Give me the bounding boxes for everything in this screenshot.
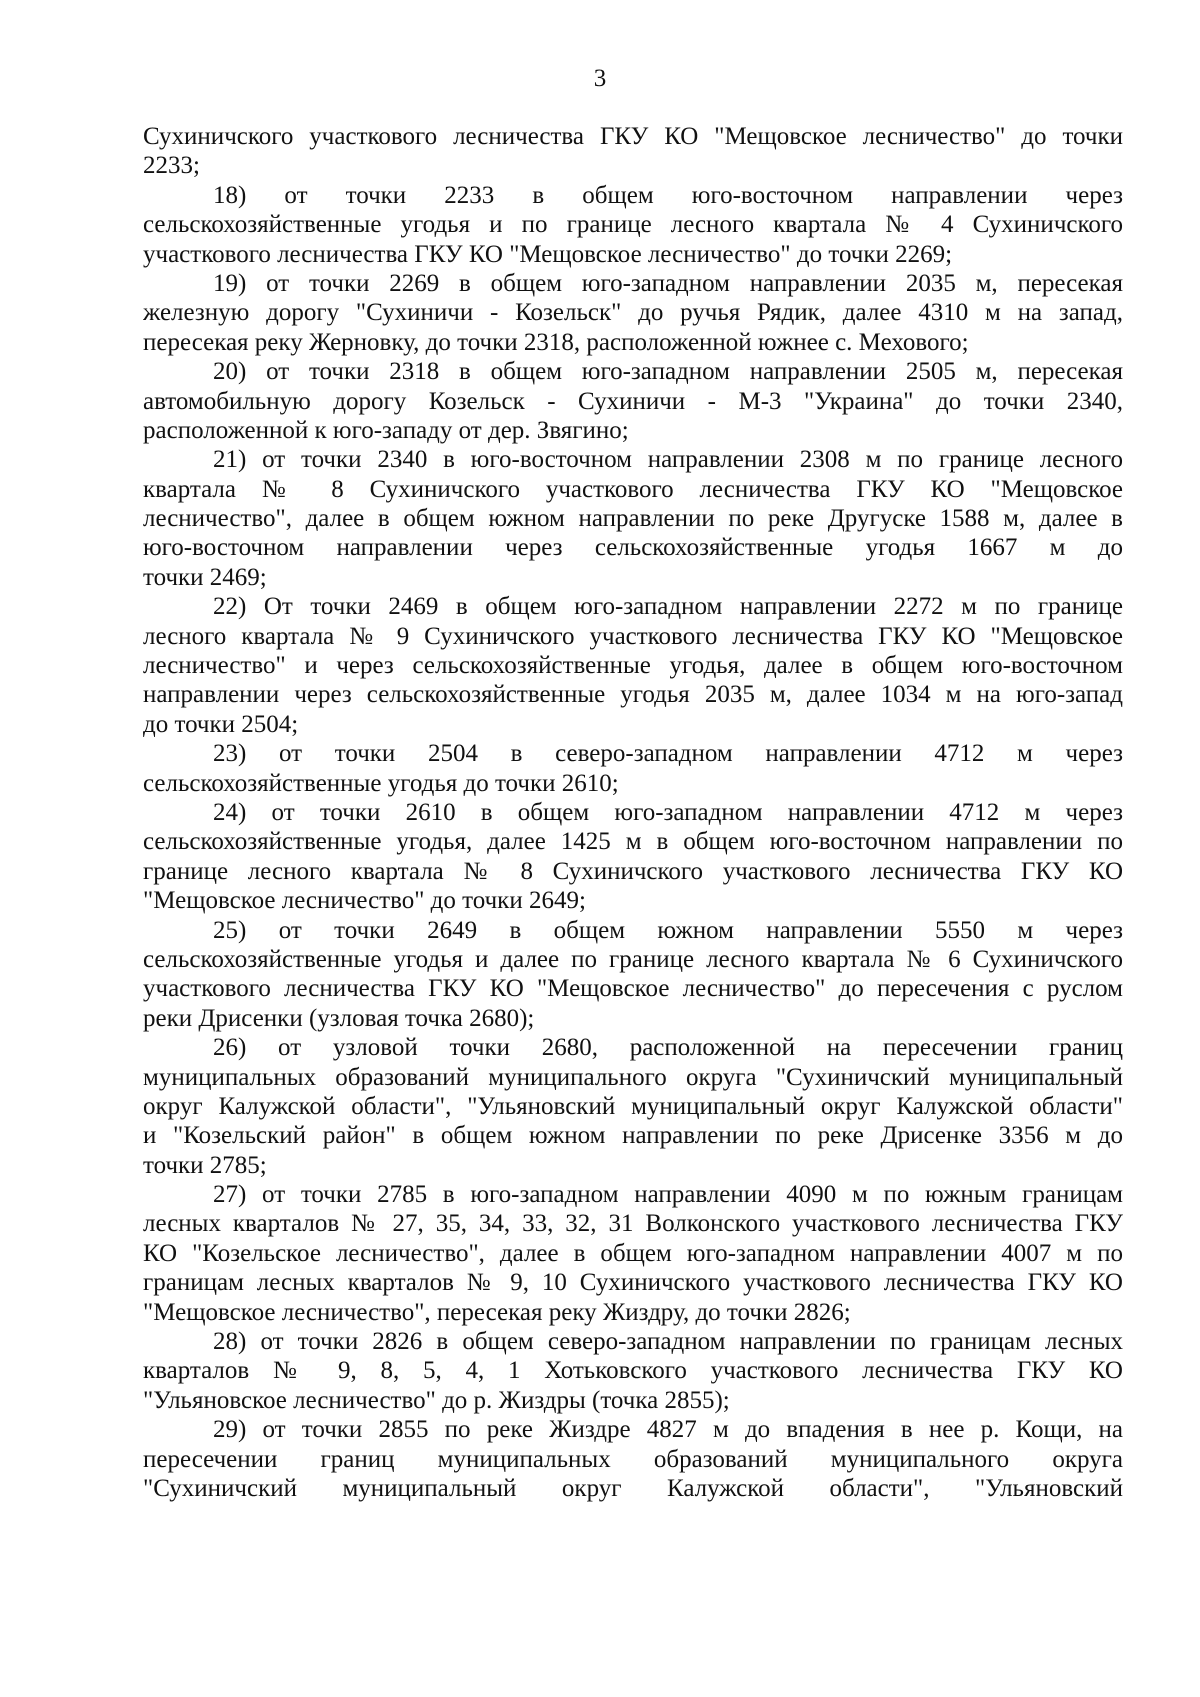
- text-line: до точки 2504;: [143, 710, 299, 738]
- text-line: 27) от точки 2785 в юго-западном направлении 4090 м по южным границам: [213, 1181, 1123, 1209]
- text-line: 22) От точки 2469 в общем юго-западном направлении 2272 м по границе: [213, 593, 1123, 621]
- text-line: 19) от точки 2269 в общем юго-западном направлении 2035 м, пересекая: [213, 269, 1123, 297]
- text-line: сельскохозяйственные угодья и по границе лесного квартала № 4 Сухиничского: [143, 211, 1123, 239]
- paragraph-item-25: [143, 916, 1123, 1034]
- paragraph: [143, 122, 1123, 181]
- text-line: расположенной к юго-западу от дер. Звягино;: [143, 416, 629, 444]
- text-line: "Мещовское лесничество" до точки 2649;: [143, 887, 586, 915]
- text-line: пересечении границ муниципальных образований муниципального округа: [143, 1445, 1123, 1473]
- page-number: 3: [593, 65, 607, 92]
- text-line: участкового лесничества ГКУ КО "Мещовское лесничество" до точки 2269;: [143, 240, 953, 268]
- text-line: лесничество" и через сельскохозяйственные угодья, далее в общем юго-восточном: [143, 652, 1123, 680]
- text-line: лесного квартала № 9 Сухиничского участкового лесничества ГКУ КО "Мещовское: [143, 622, 1123, 650]
- text-line: Сухиничского участкового лесничества ГКУ КО "Мещовское лесничество" до точки: [143, 123, 1123, 150]
- text-line: точки 2785;: [143, 1151, 267, 1179]
- text-line: "Сухиничский муниципальный округ Калужской области", "Ульяновский: [143, 1474, 1123, 1502]
- text-line: 25) от точки 2649 в общем южном направлении 5550 м через: [213, 916, 1123, 944]
- paragraph-item-22: [143, 592, 1123, 739]
- text-line: реки Дрисенки (узловая точка 2680);: [143, 1004, 535, 1032]
- text-line: лесных кварталов № 27, 35, 34, 33, 32, 31 Волконского участкового лесничества ГКУ: [143, 1210, 1123, 1238]
- text-line: округ Калужской области", "Ульяновский муниципальный округ Калужской области": [143, 1092, 1123, 1120]
- text-line: 29) от точки 2855 по реке Жиздре 4827 м до впадения в нее р. Кощи, на: [213, 1416, 1123, 1444]
- paragraph-item-21: [143, 445, 1123, 592]
- text-line: точки 2469;: [143, 563, 267, 591]
- paragraph-item-29: [143, 1415, 1123, 1503]
- text-line: 2233;: [143, 152, 200, 180]
- paragraph-item-20: [143, 357, 1123, 445]
- text-line: сельскохозяйственные угодья, далее 1425 м в общем юго-восточном направлении по: [143, 828, 1123, 856]
- paragraph-item-23: [143, 739, 1123, 798]
- text-line: 23) от точки 2504 в северо-западном направлении 4712 м через: [213, 740, 1123, 768]
- document-body: [143, 122, 1123, 1503]
- text-line: 28) от точки 2826 в общем северо-западном направлении по границам лесных: [213, 1328, 1123, 1356]
- text-line: сельскохозяйственные угодья и далее по границе лесного квартала № 6 Сухиничского: [143, 945, 1123, 973]
- paragraph-item-24: [143, 798, 1123, 916]
- text-line: кварталов № 9, 8, 5, 4, 1 Хотьковского участкового лесничества ГКУ КО: [143, 1357, 1123, 1385]
- paragraph-item-18: [143, 181, 1123, 269]
- text-line: муниципальных образований муниципального округа "Сухиничский муниципальный: [143, 1063, 1123, 1091]
- text-line: участкового лесничества ГКУ КО "Мещовское лесничество" до пересечения с руслом: [143, 975, 1123, 1003]
- text-line: сельскохозяйственные угодья до точки 2610;: [143, 769, 619, 797]
- text-line: направлении через сельскохозяйственные угодья 2035 м, далее 1034 м на юго-запад: [143, 681, 1123, 709]
- paragraph-item-28: [143, 1327, 1123, 1415]
- text-line: юго-восточном направлении через сельскохозяйственные угодья 1667 м до: [143, 534, 1123, 562]
- text-line: железную дорогу "Сухиничи - Козельск" до ручья Рядик, далее 4310 м на запад,: [143, 299, 1123, 327]
- text-line: 20) от точки 2318 в общем юго-западном направлении 2505 м, пересекая: [213, 358, 1123, 386]
- text-line: лесничество", далее в общем южном направлении по реке Другуске 1588 м, далее в: [143, 505, 1123, 533]
- text-line: 21) от точки 2340 в юго-восточном направлении 2308 м по границе лесного: [213, 446, 1123, 474]
- text-line: автомобильную дорогу Козельск - Сухиничи - М-3 "Украина" до точки 2340,: [143, 387, 1123, 415]
- text-line: КО "Козельское лесничество", далее в общем юго-западном направлении 4007 м по: [143, 1239, 1123, 1267]
- text-line: границе лесного квартала № 8 Сухиничского участкового лесничества ГКУ КО: [143, 857, 1123, 885]
- text-line: пересекая реку Жерновку, до точки 2318, расположенной южнее с. Мехового;: [143, 328, 969, 356]
- text-line: и "Козельский район" в общем южном направлении по реке Дрисенке 3356 м до: [143, 1122, 1123, 1150]
- text-line: 18) от точки 2233 в общем юго-восточном направлении через: [213, 181, 1123, 209]
- text-line: "Ульяновское лесничество" до р. Жиздры (точка 2855);: [143, 1386, 730, 1414]
- text-line: "Мещовское лесничество", пересекая реку Жиздру, до точки 2826;: [143, 1298, 851, 1326]
- paragraph-item-19: [143, 269, 1123, 357]
- text-line: границам лесных кварталов № 9, 10 Сухиничского участкового лесничества ГКУ КО: [143, 1269, 1123, 1297]
- paragraph-item-27: [143, 1180, 1123, 1327]
- text-line: квартала № 8 Сухиничского участкового лесничества ГКУ КО "Мещовское: [143, 475, 1123, 503]
- text-line: 26) от узловой точки 2680, расположенной на пересечении границ: [213, 1034, 1123, 1062]
- paragraph-item-26: [143, 1033, 1123, 1180]
- text-line: 24) от точки 2610 в общем юго-западном направлении 4712 м через: [213, 798, 1123, 826]
